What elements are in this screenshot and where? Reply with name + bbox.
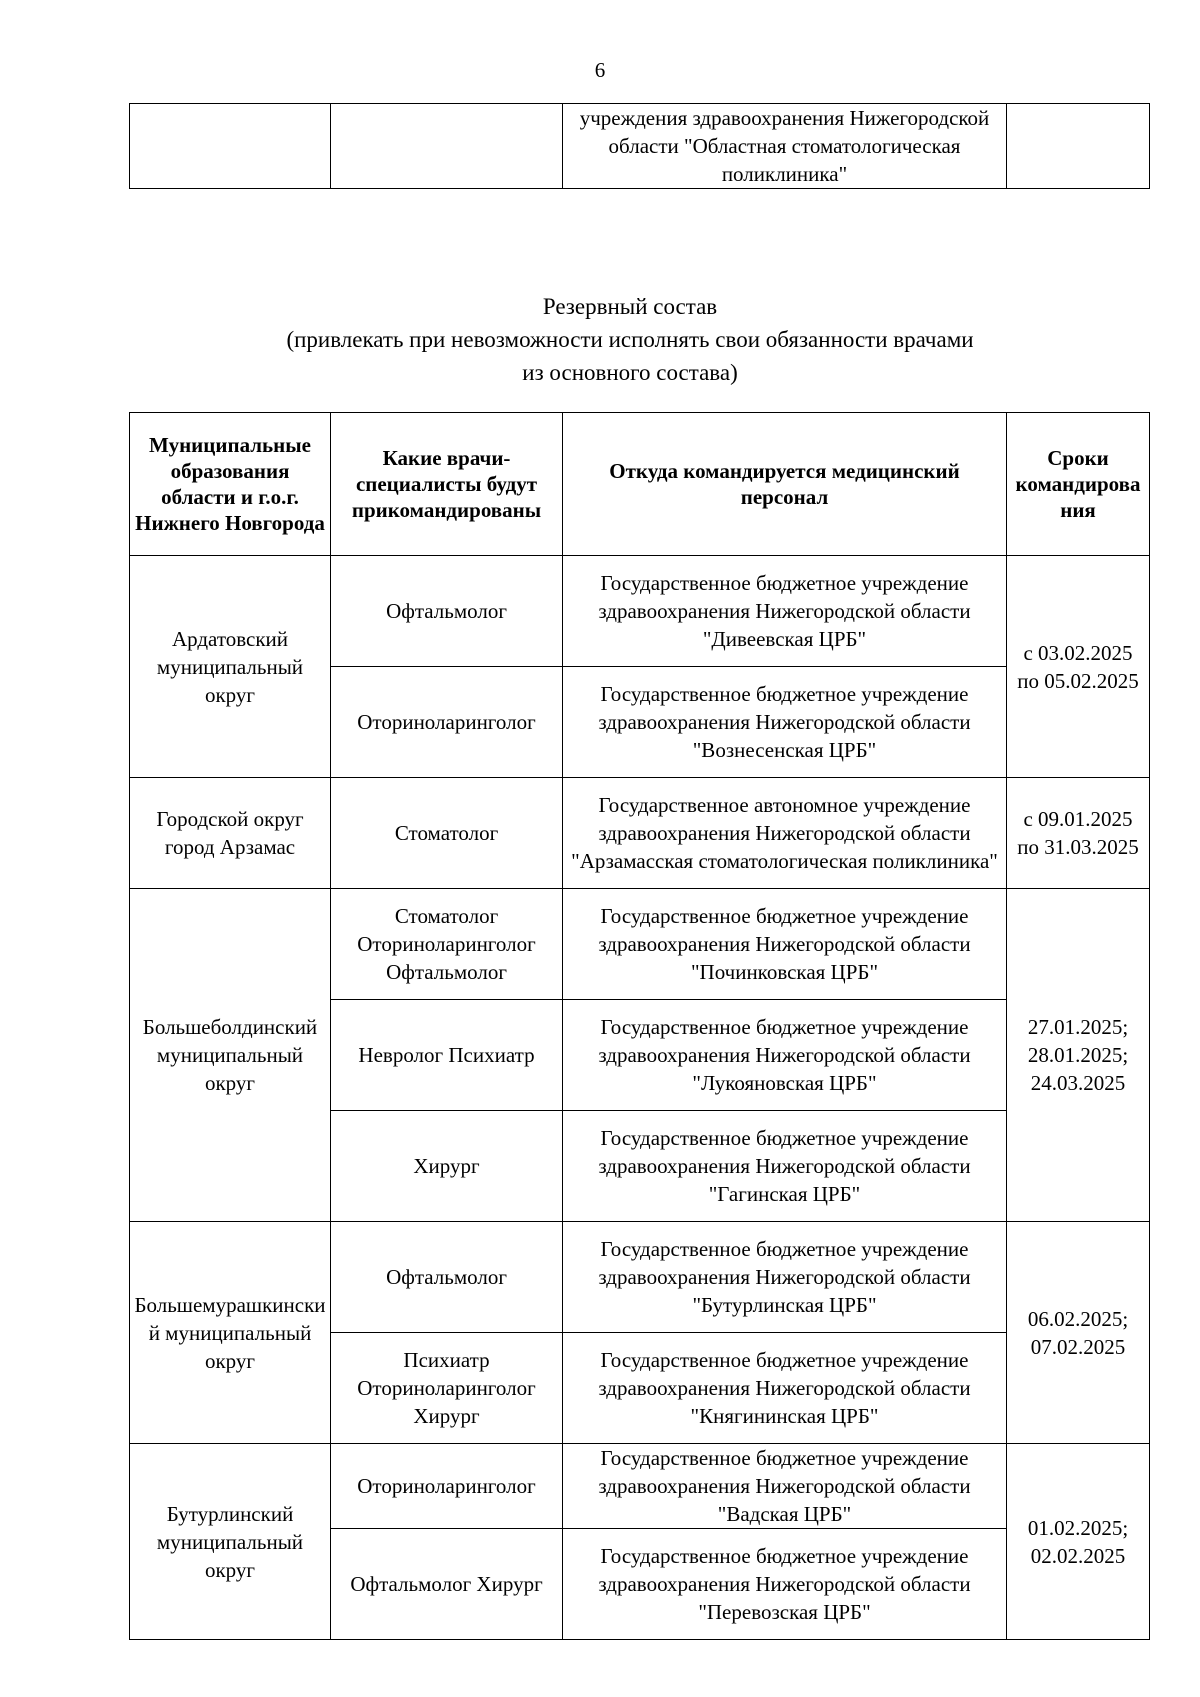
origin-cell: Государственное автономное учреждение здравоохранения Нижегородской области "Арзамасская стоматологическая поликлиника" <box>563 778 1007 889</box>
region-cell: Большемурашкинский муниципальный округ <box>130 1222 331 1444</box>
table-header-row <box>130 413 1150 556</box>
title-line: Резервный состав <box>542 294 718 319</box>
origin-cell: Государственное бюджетное учреждение здравоохранения Нижегородской области "Вадская ЦРБ" <box>563 1444 1007 1529</box>
specialist-cell: Стоматолог <box>331 778 563 889</box>
dates-cell: с 03.02.2025 по 05.02.2025 <box>1007 556 1150 778</box>
table-row <box>130 104 1150 189</box>
table-cell: учреждения здравоохранения Нижегородской области "Областная стоматологическая поликлиника" <box>563 104 1007 189</box>
dates-cell: 01.02.2025; 02.02.2025 <box>1007 1444 1150 1640</box>
header-regions: Муниципальные образования области и г.о.г. Нижнего Новгорода <box>130 413 331 556</box>
dates-cell: 06.02.2025; 07.02.2025 <box>1007 1222 1150 1444</box>
specialist-cell: Оториноларинголог <box>331 1444 563 1529</box>
specialist-cell: Психиатр Оториноларинголог Хирург <box>331 1333 563 1444</box>
table-cell <box>1007 104 1150 189</box>
region-cell: Городской округ город Арзамас <box>130 778 331 889</box>
origin-cell: Государственное бюджетное учреждение здравоохранения Нижегородской области "Перевозская ЦРБ" <box>563 1529 1007 1640</box>
table-row <box>130 889 1150 1000</box>
reserve-table <box>129 412 1150 1640</box>
specialist-cell: Офтальмолог <box>331 1222 563 1333</box>
table-cell <box>331 104 563 189</box>
specialist-cell: Офтальмолог Хирург <box>331 1529 563 1640</box>
dates-cell: 27.01.2025; 28.01.2025; 24.03.2025 <box>1007 889 1150 1222</box>
specialist-cell: Офтальмолог <box>331 556 563 667</box>
table-row <box>130 556 1150 667</box>
dates-cell: с 09.01.2025 по 31.03.2025 <box>1007 778 1150 889</box>
region-cell: Ардатовский муниципальный округ <box>130 556 331 778</box>
specialist-cell: Хирург <box>331 1111 563 1222</box>
origin-cell: Государственное бюджетное учреждение здравоохранения Нижегородской области "Починковская ЦРБ" <box>563 889 1007 1000</box>
region-cell: Большеболдинский муниципальный округ <box>130 889 331 1222</box>
origin-cell: Государственное бюджетное учреждение здравоохранения Нижегородской области "Бутурлинская ЦРБ" <box>563 1222 1007 1333</box>
header-specialists: Какие врачи-специалисты будут прикомандированы <box>331 413 563 556</box>
specialist-cell: Невролог Психиатр <box>331 1000 563 1111</box>
specialist-cell: Стоматолог Оториноларинголог Офтальмолог <box>331 889 563 1000</box>
page-number: 6 <box>594 58 606 82</box>
origin-cell: Государственное бюджетное учреждение здравоохранения Нижегородской области "Дивеевская ЦРБ" <box>563 556 1007 667</box>
table-row <box>130 778 1150 889</box>
origin-cell: Государственное бюджетное учреждение здравоохранения Нижегородской области "Гагинская ЦРБ" <box>563 1111 1007 1222</box>
region-cell: Бутурлинский муниципальный округ <box>130 1444 331 1640</box>
section-title <box>0 290 1200 389</box>
title-line: из основного состава) <box>522 360 738 385</box>
continuation-table <box>129 103 1150 189</box>
table-cell <box>130 104 331 189</box>
origin-cell: Государственное бюджетное учреждение здравоохранения Нижегородской области "Вознесенская ЦРБ" <box>563 667 1007 778</box>
header-dates: Сроки командирования <box>1007 413 1150 556</box>
header-origin: Откуда командируется медицинский персонал <box>563 413 1007 556</box>
specialist-cell: Оториноларинголог <box>331 667 563 778</box>
table-row <box>130 1222 1150 1333</box>
table-row <box>130 1444 1150 1529</box>
origin-cell: Государственное бюджетное учреждение здравоохранения Нижегородской области "Княгининская ЦРБ" <box>563 1333 1007 1444</box>
title-line: (привлекать при невозможности исполнять свои обязанности врачами <box>286 327 974 352</box>
origin-cell: Государственное бюджетное учреждение здравоохранения Нижегородской области "Лукояновская ЦРБ" <box>563 1000 1007 1111</box>
